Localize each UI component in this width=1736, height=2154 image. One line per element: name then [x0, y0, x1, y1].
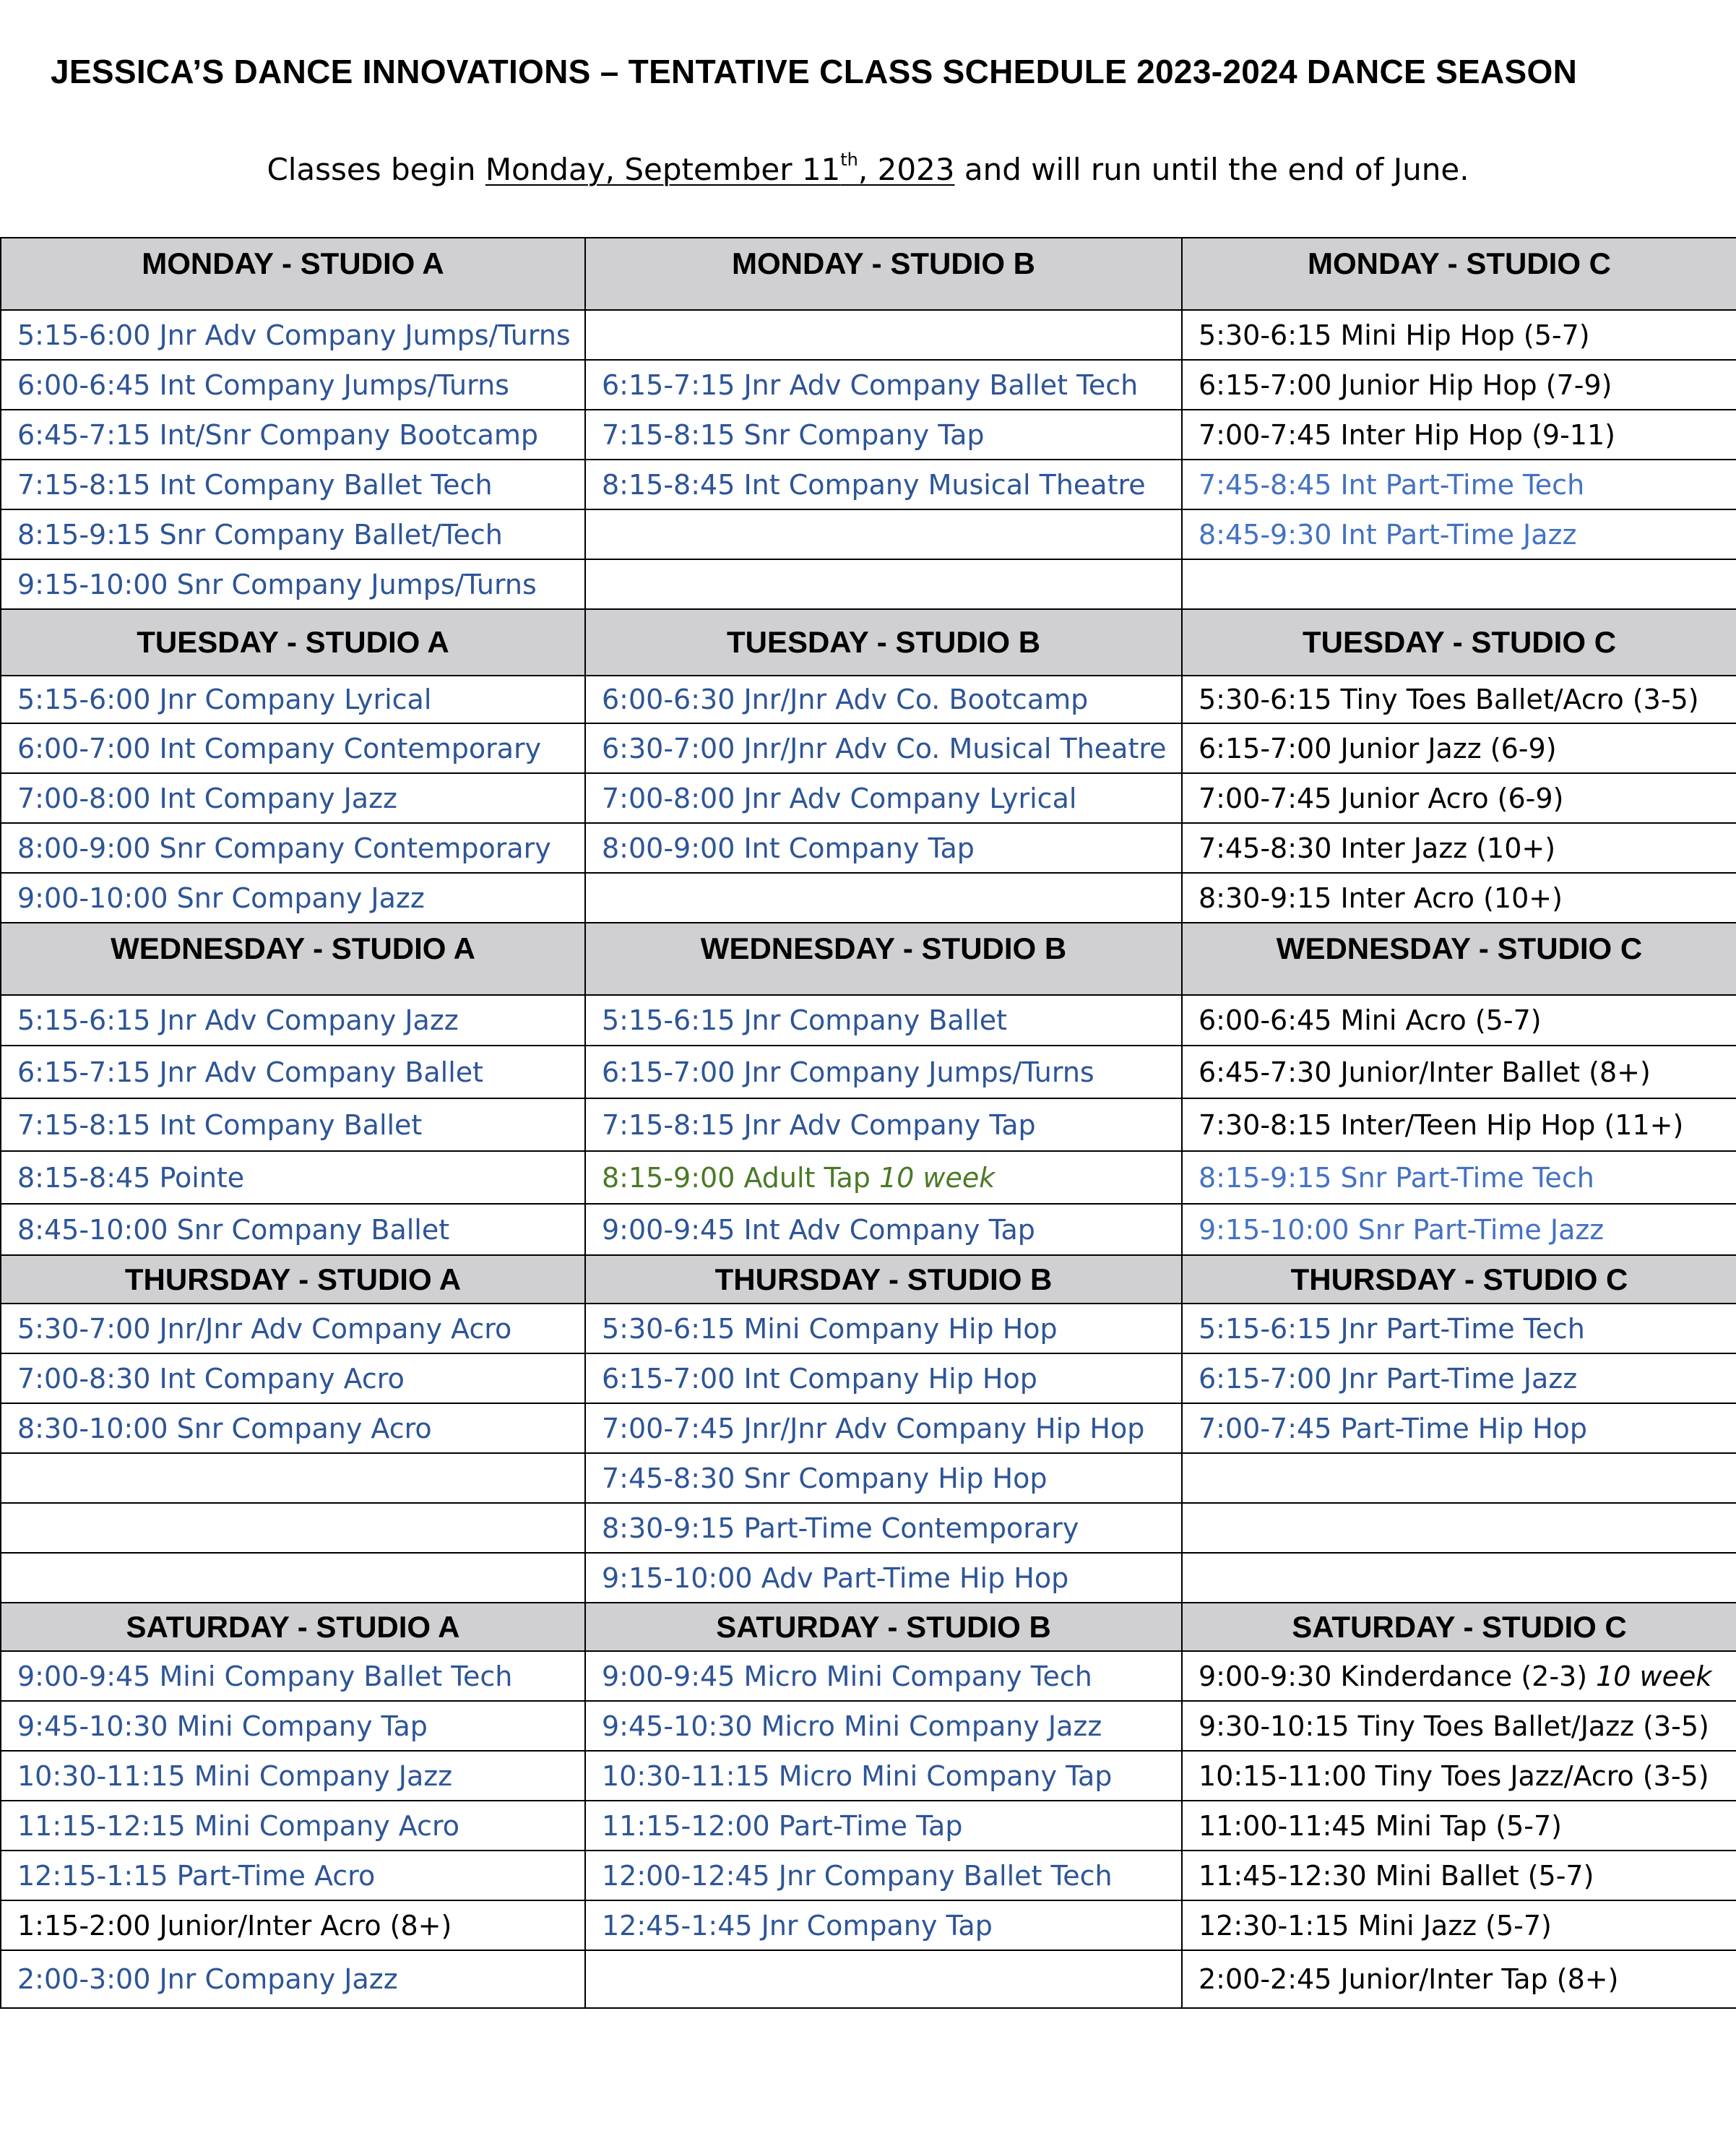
class-cell	[1, 410, 585, 460]
class-cell	[1, 460, 585, 509]
class-cell	[585, 1151, 1182, 1204]
class-cell	[1182, 723, 1736, 773]
class-label: 6:45-7:15 Int/Snr Company Bootcamp	[17, 418, 538, 451]
class-row	[1, 310, 1736, 360]
class-label: 5:15-6:00 Jnr Company Lyrical	[17, 684, 432, 715]
class-cell	[1, 1801, 585, 1851]
class-label: 9:15-10:00 Snr Company Jumps/Turns	[17, 568, 537, 600]
class-label: 8:15-8:45 Pointe	[17, 1161, 245, 1194]
class-cell	[1, 509, 585, 559]
class-label: 9:45-10:30 Mini Company Tap	[17, 1710, 428, 1742]
class-cell	[585, 1353, 1182, 1403]
class-label: 7:00-7:45 Part-Time Hip Hop	[1199, 1412, 1588, 1444]
class-cell	[585, 1851, 1182, 1900]
class-label: 6:15-7:00 Jnr Part-Time Jazz	[1199, 1362, 1578, 1395]
class-cell	[585, 823, 1182, 873]
class-cell	[1182, 1701, 1736, 1751]
class-cell	[1, 723, 585, 773]
class-label: 8:15-8:45 Int Company Musical Theatre	[602, 468, 1146, 501]
class-cell	[1182, 1204, 1736, 1255]
class-label: 11:45-12:30 Mini Ballet (5-7)	[1199, 1859, 1594, 1892]
class-label: 7:00-7:45 Inter Hip Hop (9-11)	[1199, 418, 1615, 451]
class-cell	[585, 1098, 1182, 1151]
class-cell	[1, 1304, 585, 1353]
class-cell	[585, 773, 1182, 823]
class-label: 8:00-9:00 Int Company Tap	[602, 832, 975, 864]
class-cell	[1, 823, 585, 873]
studio-header: TUESDAY - STUDIO A	[1, 609, 585, 676]
class-label: 5:15-6:15 Jnr Part-Time Tech	[1199, 1312, 1585, 1345]
class-cell	[1182, 873, 1736, 923]
class-label: 12:00-12:45 Jnr Company Ballet Tech	[602, 1859, 1113, 1892]
start-date-ordinal: th	[840, 150, 858, 170]
class-label: 7:00-8:00 Jnr Adv Company Lyrical	[602, 782, 1077, 814]
class-label: 5:15-6:15 Jnr Company Ballet	[602, 1004, 1008, 1036]
class-label: 9:00-9:30 Kinderdance (2-3)	[1199, 1660, 1597, 1692]
class-cell	[585, 1204, 1182, 1255]
class-label: 6:15-7:15 Jnr Adv Company Ballet	[17, 1056, 484, 1088]
class-cell	[585, 995, 1182, 1046]
class-row	[1, 1701, 1736, 1751]
class-label: 5:30-6:15 Mini Company Hip Hop	[602, 1312, 1058, 1345]
class-label: 12:45-1:45 Jnr Company Tap	[602, 1909, 993, 1942]
empty-cell	[585, 310, 1182, 360]
class-cell	[1182, 1098, 1736, 1151]
class-row	[1, 995, 1736, 1046]
class-cell	[1182, 1651, 1736, 1701]
session-length-note: 10 week	[1596, 1660, 1712, 1692]
class-row	[1, 1098, 1736, 1151]
class-row	[1, 460, 1736, 509]
class-cell	[585, 676, 1182, 723]
class-label: 6:45-7:30 Junior/Inter Ballet (8+)	[1199, 1056, 1651, 1088]
class-cell	[585, 1553, 1182, 1603]
class-label: 8:30-9:15 Inter Acro (10+)	[1199, 882, 1563, 914]
class-cell	[1, 1851, 585, 1900]
class-cell	[1182, 360, 1736, 410]
note-suffix: and will run until the end of June.	[954, 152, 1469, 187]
class-cell	[1182, 1403, 1736, 1453]
class-label: 12:15-1:15 Part-Time Acro	[17, 1859, 376, 1892]
class-label: 7:15-8:15 Int Company Ballet Tech	[17, 468, 493, 501]
day-header-row	[1, 923, 1736, 995]
day-header-row	[1, 1255, 1736, 1304]
class-label: 6:15-7:15 Jnr Adv Company Ballet Tech	[602, 369, 1139, 401]
class-row	[1, 410, 1736, 460]
class-label: 7:45-8:30 Snr Company Hip Hop	[602, 1462, 1048, 1494]
class-cell	[1, 995, 585, 1046]
class-cell	[1, 1353, 585, 1403]
studio-header: MONDAY - STUDIO B	[585, 238, 1182, 310]
class-label: 9:15-10:00 Adv Part-Time Hip Hop	[602, 1561, 1069, 1594]
class-cell	[585, 410, 1182, 460]
class-cell	[1182, 1950, 1736, 2008]
class-row	[1, 1453, 1736, 1503]
class-cell	[585, 360, 1182, 410]
class-cell	[585, 460, 1182, 509]
class-cell	[1, 310, 585, 360]
class-label: 9:30-10:15 Tiny Toes Ballet/Jazz (3-5)	[1199, 1710, 1709, 1742]
class-cell	[1, 1046, 585, 1098]
class-label: 5:30-6:15 Mini Hip Hop (5-7)	[1199, 319, 1590, 351]
class-label: 8:15-9:15 Snr Part-Time Tech	[1199, 1161, 1594, 1194]
class-cell	[1182, 509, 1736, 559]
class-label: 7:30-8:15 Inter/Teen Hip Hop (11+)	[1199, 1108, 1684, 1141]
note-prefix: Classes begin	[267, 152, 485, 187]
class-label: 7:00-7:45 Junior Acro (6-9)	[1199, 782, 1564, 814]
class-row	[1, 1651, 1736, 1701]
studio-header: SATURDAY - STUDIO B	[585, 1603, 1182, 1651]
class-label: 5:15-6:00 Jnr Adv Company Jumps/Turns	[17, 319, 571, 351]
class-cell	[1, 360, 585, 410]
class-label: 8:30-9:15 Part-Time Contemporary	[602, 1512, 1079, 1544]
class-row	[1, 1046, 1736, 1098]
empty-cell	[585, 873, 1182, 923]
day-header-row	[1, 609, 1736, 676]
class-cell	[1182, 1751, 1736, 1801]
class-cell	[1, 1403, 585, 1453]
empty-cell	[1182, 559, 1736, 609]
class-label: 10:15-11:00 Tiny Toes Jazz/Acro (3-5)	[1199, 1759, 1709, 1792]
class-label: 5:15-6:15 Jnr Adv Company Jazz	[17, 1004, 459, 1036]
class-row	[1, 1204, 1736, 1255]
class-row	[1, 1403, 1736, 1453]
class-label: 7:45-8:45 Int Part-Time Tech	[1199, 468, 1585, 501]
class-label: 5:30-6:15 Tiny Toes Ballet/Acro (3-5)	[1199, 684, 1699, 715]
class-label: 6:15-7:00 Int Company Hip Hop	[602, 1362, 1037, 1395]
class-row	[1, 360, 1736, 410]
class-cell	[585, 1403, 1182, 1453]
class-row	[1, 1801, 1736, 1851]
class-label: 7:00-8:30 Int Company Acro	[17, 1362, 405, 1395]
studio-header: SATURDAY - STUDIO C	[1182, 1603, 1736, 1651]
session-length-note: 10 week	[878, 1161, 996, 1194]
class-row	[1, 873, 1736, 923]
class-label: 11:15-12:15 Mini Company Acro	[17, 1809, 459, 1842]
class-label: 11:15-12:00 Part-Time Tap	[602, 1809, 963, 1842]
class-label: 6:30-7:00 Jnr/Jnr Adv Co. Musical Theatre	[602, 732, 1167, 764]
season-start-note	[0, 152, 1736, 187]
class-row	[1, 676, 1736, 723]
class-row	[1, 1553, 1736, 1603]
class-cell	[585, 1801, 1182, 1851]
class-cell	[1, 1204, 585, 1255]
class-row	[1, 1851, 1736, 1900]
page-title: JESSICA’S DANCE INNOVATIONS – TENTATIVE CLASS SCHEDULE 2023-2024 DANCE SEASON	[51, 53, 1578, 90]
class-cell	[585, 1453, 1182, 1503]
class-row	[1, 773, 1736, 823]
class-cell	[1, 1950, 585, 2008]
class-cell	[1182, 310, 1736, 360]
class-cell	[585, 1900, 1182, 1950]
class-label: 8:30-10:00 Snr Company Acro	[17, 1412, 432, 1444]
class-label: 1:15-2:00 Junior/Inter Acro (8+)	[17, 1909, 452, 1942]
empty-cell	[1182, 1503, 1736, 1553]
class-cell	[1182, 1900, 1736, 1950]
class-label: 2:00-3:00 Jnr Company Jazz	[17, 1963, 398, 1995]
class-label: 8:45-9:30 Int Part-Time Jazz	[1199, 518, 1577, 551]
class-label: 9:00-9:45 Micro Mini Company Tech	[602, 1660, 1092, 1692]
class-label: 6:00-6:30 Jnr/Jnr Adv Co. Bootcamp	[602, 684, 1089, 715]
studio-header: THURSDAY - STUDIO B	[585, 1255, 1182, 1304]
empty-cell	[1182, 1453, 1736, 1503]
class-cell	[1182, 1151, 1736, 1204]
class-label: 7:00-7:45 Jnr/Jnr Adv Company Hip Hop	[602, 1412, 1145, 1444]
class-row	[1, 1353, 1736, 1403]
class-cell	[1182, 823, 1736, 873]
studio-header: TUESDAY - STUDIO C	[1182, 609, 1736, 676]
class-label: 8:15-9:00 Adult Tap	[602, 1161, 879, 1194]
class-row	[1, 1304, 1736, 1353]
class-cell	[1182, 410, 1736, 460]
class-cell	[1, 559, 585, 609]
class-label: 7:00-8:00 Int Company Jazz	[17, 782, 397, 814]
class-label: 12:30-1:15 Mini Jazz (5-7)	[1199, 1909, 1552, 1942]
class-cell	[585, 1046, 1182, 1098]
class-label: 10:30-11:15 Mini Company Jazz	[17, 1759, 453, 1792]
empty-cell	[585, 509, 1182, 559]
class-row	[1, 509, 1736, 559]
class-row	[1, 1751, 1736, 1801]
class-row	[1, 723, 1736, 773]
studio-header: WEDNESDAY - STUDIO C	[1182, 923, 1736, 995]
class-label: 6:15-7:00 Junior Hip Hop (7-9)	[1199, 369, 1612, 401]
class-label: 8:15-9:15 Snr Company Ballet/Tech	[17, 518, 503, 551]
studio-header: TUESDAY - STUDIO B	[585, 609, 1182, 676]
studio-header: MONDAY - STUDIO C	[1182, 238, 1736, 310]
class-cell	[1182, 773, 1736, 823]
schedule-table	[0, 237, 1736, 2009]
studio-header: THURSDAY - STUDIO A	[1, 1255, 585, 1304]
start-date	[485, 152, 955, 187]
studio-header: SATURDAY - STUDIO A	[1, 1603, 585, 1651]
class-label: 6:00-7:00 Int Company Contemporary	[17, 732, 542, 764]
class-cell	[585, 1751, 1182, 1801]
class-cell	[1, 1751, 585, 1801]
class-row	[1, 823, 1736, 873]
class-row	[1, 1950, 1736, 2008]
empty-cell	[585, 559, 1182, 609]
class-label: 9:00-10:00 Snr Company Jazz	[17, 882, 425, 914]
class-cell	[1182, 1046, 1736, 1098]
class-cell	[1, 1701, 585, 1751]
class-cell	[1, 1151, 585, 1204]
class-label: 10:30-11:15 Micro Mini Company Tap	[602, 1759, 1113, 1792]
class-label: 6:00-6:45 Mini Acro (5-7)	[1199, 1004, 1542, 1036]
class-row	[1, 559, 1736, 609]
class-label: 6:00-6:45 Int Company Jumps/Turns	[17, 369, 509, 401]
class-cell	[1, 873, 585, 923]
class-cell	[1182, 460, 1736, 509]
class-label: 7:15-8:15 Snr Company Tap	[602, 418, 985, 451]
class-cell	[1182, 1304, 1736, 1353]
class-label: 9:15-10:00 Snr Part-Time Jazz	[1199, 1213, 1605, 1246]
empty-cell	[1, 1503, 585, 1553]
class-cell	[1, 1900, 585, 1950]
class-row	[1, 1151, 1736, 1204]
class-label: 9:45-10:30 Micro Mini Company Jazz	[602, 1710, 1102, 1742]
class-cell	[1, 773, 585, 823]
empty-cell	[585, 1950, 1182, 2008]
class-cell	[1182, 1801, 1736, 1851]
class-label: 6:15-7:00 Junior Jazz (6-9)	[1199, 732, 1557, 764]
class-label: 5:30-7:00 Jnr/Jnr Adv Company Acro	[17, 1312, 512, 1345]
class-cell	[585, 723, 1182, 773]
empty-cell	[1, 1453, 585, 1503]
studio-header: WEDNESDAY - STUDIO A	[1, 923, 585, 995]
class-cell	[585, 1304, 1182, 1353]
day-header-row	[1, 238, 1736, 310]
class-cell	[1182, 995, 1736, 1046]
class-row	[1, 1900, 1736, 1950]
class-cell	[1182, 676, 1736, 723]
class-label: 7:15-8:15 Int Company Ballet	[17, 1108, 423, 1141]
class-cell	[1, 1651, 585, 1701]
class-label: 9:00-9:45 Mini Company Ballet Tech	[17, 1660, 513, 1692]
class-label: 2:00-2:45 Junior/Inter Tap (8+)	[1199, 1963, 1619, 1995]
class-cell	[1, 1098, 585, 1151]
studio-header: THURSDAY - STUDIO C	[1182, 1255, 1736, 1304]
class-label: 8:00-9:00 Snr Company Contemporary	[17, 832, 551, 864]
studio-header: MONDAY - STUDIO A	[1, 238, 585, 310]
class-label: 7:45-8:30 Inter Jazz (10+)	[1199, 832, 1556, 864]
class-cell	[1182, 1851, 1736, 1900]
class-label: 7:15-8:15 Jnr Adv Company Tap	[602, 1108, 1036, 1141]
empty-cell	[1, 1553, 585, 1603]
class-label: 6:15-7:00 Jnr Company Jumps/Turns	[602, 1056, 1094, 1088]
class-cell	[1, 676, 585, 723]
class-cell	[585, 1503, 1182, 1553]
class-cell	[585, 1651, 1182, 1701]
day-header-row	[1, 1603, 1736, 1651]
class-cell	[1182, 1353, 1736, 1403]
studio-header: WEDNESDAY - STUDIO B	[585, 923, 1182, 995]
class-label: 11:00-11:45 Mini Tap (5-7)	[1199, 1809, 1562, 1842]
class-label: 8:45-10:00 Snr Company Ballet	[17, 1213, 450, 1246]
class-cell	[585, 1701, 1182, 1751]
class-label: 9:00-9:45 Int Adv Company Tap	[602, 1213, 1035, 1246]
start-date-year: , 2023	[858, 152, 955, 187]
start-date-day: Monday, September 11	[485, 152, 841, 187]
empty-cell	[1182, 1553, 1736, 1603]
class-row	[1, 1503, 1736, 1553]
